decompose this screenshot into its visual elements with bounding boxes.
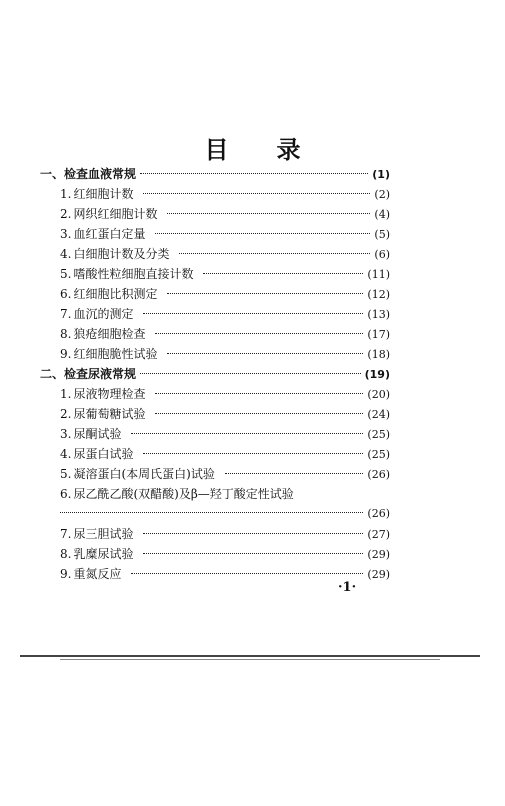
bottom-rule (20, 655, 480, 657)
toc-page-ref: (26) (367, 468, 390, 481)
toc-item-number: 5. (60, 267, 72, 281)
dot-leader (143, 453, 363, 454)
toc-item-number: 6. (60, 287, 72, 301)
dot-leader (155, 233, 370, 234)
toc-item-number: 7. (60, 307, 72, 321)
toc-item-row-continued (40, 504, 390, 524)
dot-leader (167, 353, 363, 354)
toc-item-label: 血沉的测定 (73, 307, 134, 321)
toc-item-row (40, 244, 390, 264)
toc-page-ref: (29) (367, 548, 390, 561)
toc-item-number: 9. (60, 567, 72, 581)
toc-item-row (40, 484, 390, 504)
table-of-contents (40, 164, 390, 584)
toc-page-ref: (5) (374, 228, 390, 241)
toc-page-ref: (12) (367, 288, 390, 301)
toc-item-number: 6. (60, 487, 72, 501)
toc-item-row (40, 204, 390, 224)
toc-item-number: 7. (60, 527, 72, 541)
dot-leader (143, 533, 363, 534)
dot-leader (155, 333, 363, 334)
dot-leader (225, 473, 364, 474)
toc-item-label: 尿酮试验 (73, 427, 122, 441)
dot-leader (143, 553, 363, 554)
toc-item-number: 1. (60, 387, 72, 401)
toc-page-ref: (4) (374, 208, 390, 221)
toc-item-label: 尿三胆试验 (73, 527, 134, 541)
toc-item-row (40, 524, 390, 544)
toc-item-number: 8. (60, 327, 72, 341)
title-char-left: 目 (204, 136, 229, 164)
toc-page-ref: (29) (367, 568, 390, 581)
title-char-right: 录 (276, 136, 301, 164)
toc-page-ref: (19) (364, 368, 390, 381)
toc-item-row (40, 324, 390, 344)
toc-item-label: 重氮反应 (73, 567, 122, 581)
toc-page-ref: (27) (367, 528, 390, 541)
toc-item-label: 尿液物理检查 (73, 387, 146, 401)
toc-item-number: 2. (60, 407, 72, 421)
bottom-rule-thin (60, 659, 440, 660)
toc-item-number: 8. (60, 547, 72, 561)
dot-leader (167, 213, 370, 214)
toc-item-row (40, 384, 390, 404)
toc-item-row (40, 224, 390, 244)
toc-item-label: 尿乙酰乙酸(双醋酸)及β—羟丁酸定性试验 (73, 487, 294, 501)
dot-leader (140, 373, 361, 374)
toc-page-ref: (20) (367, 388, 390, 401)
toc-item-row (40, 184, 390, 204)
page-title (0, 130, 505, 165)
toc-item-label: 红细胞比积测定 (73, 287, 158, 301)
dot-leader (131, 573, 363, 574)
dot-leader (203, 273, 363, 274)
toc-item-label: 网织红细胞计数 (73, 207, 158, 221)
toc-item-label: 尿葡萄糖试验 (73, 407, 146, 421)
toc-item-row (40, 304, 390, 324)
toc-item-label: 红细胞计数 (73, 187, 134, 201)
toc-item-row (40, 264, 390, 284)
toc-item-row (40, 444, 390, 464)
toc-page-ref: (17) (367, 328, 390, 341)
toc-item-row (40, 284, 390, 304)
toc-item-number: 3. (60, 227, 72, 241)
toc-item-label: 红细胞脆性试验 (73, 347, 158, 361)
toc-page-ref: (26) (367, 507, 390, 520)
toc-page-ref: (6) (374, 248, 390, 261)
toc-section-row (40, 364, 390, 384)
dot-leader (143, 193, 370, 194)
toc-item-label: 白细胞计数及分类 (73, 247, 170, 261)
toc-item-number: 9. (60, 347, 72, 361)
dot-leader (155, 413, 363, 414)
toc-item-number: 4. (60, 447, 72, 461)
dot-leader (60, 512, 363, 513)
dot-leader (140, 173, 368, 174)
toc-item-label: 嗜酸性粒细胞直接计数 (73, 267, 194, 281)
toc-section-row (40, 164, 390, 184)
toc-item-row (40, 464, 390, 484)
dot-leader (179, 253, 370, 254)
toc-item-row (40, 424, 390, 444)
toc-item-label: 乳糜尿试验 (73, 547, 134, 561)
toc-item-number: 5. (60, 467, 72, 481)
toc-section-label: 一、检查血液常规 (40, 167, 137, 181)
toc-item-number: 3. (60, 427, 72, 441)
toc-item-row (40, 404, 390, 424)
toc-item-label: 凝溶蛋白(本周氏蛋白)试验 (73, 467, 215, 481)
toc-item-label: 狼疮细胞检查 (73, 327, 146, 341)
toc-item-number: 2. (60, 207, 72, 221)
dot-leader (167, 293, 363, 294)
toc-item-label: 血红蛋白定量 (73, 227, 146, 241)
dot-leader (155, 393, 363, 394)
toc-page-ref: (13) (367, 308, 390, 321)
toc-page-ref: (11) (367, 268, 390, 281)
toc-page-ref: (2) (374, 188, 390, 201)
toc-page-ref: (25) (367, 448, 390, 461)
page-number: ·1· (338, 580, 357, 595)
toc-page-ref: (25) (367, 428, 390, 441)
dot-leader (131, 433, 363, 434)
toc-item-number: 4. (60, 247, 72, 261)
toc-page-ref: (24) (367, 408, 390, 421)
toc-item-label: 尿蛋白试验 (73, 447, 134, 461)
toc-item-number: 1. (60, 187, 72, 201)
toc-item-row (40, 544, 390, 564)
toc-page-ref: (18) (367, 348, 390, 361)
toc-page-ref: (1) (372, 168, 390, 181)
toc-item-row (40, 344, 390, 364)
toc-section-label: 二、检查尿液常规 (40, 367, 137, 381)
dot-leader (143, 313, 363, 314)
